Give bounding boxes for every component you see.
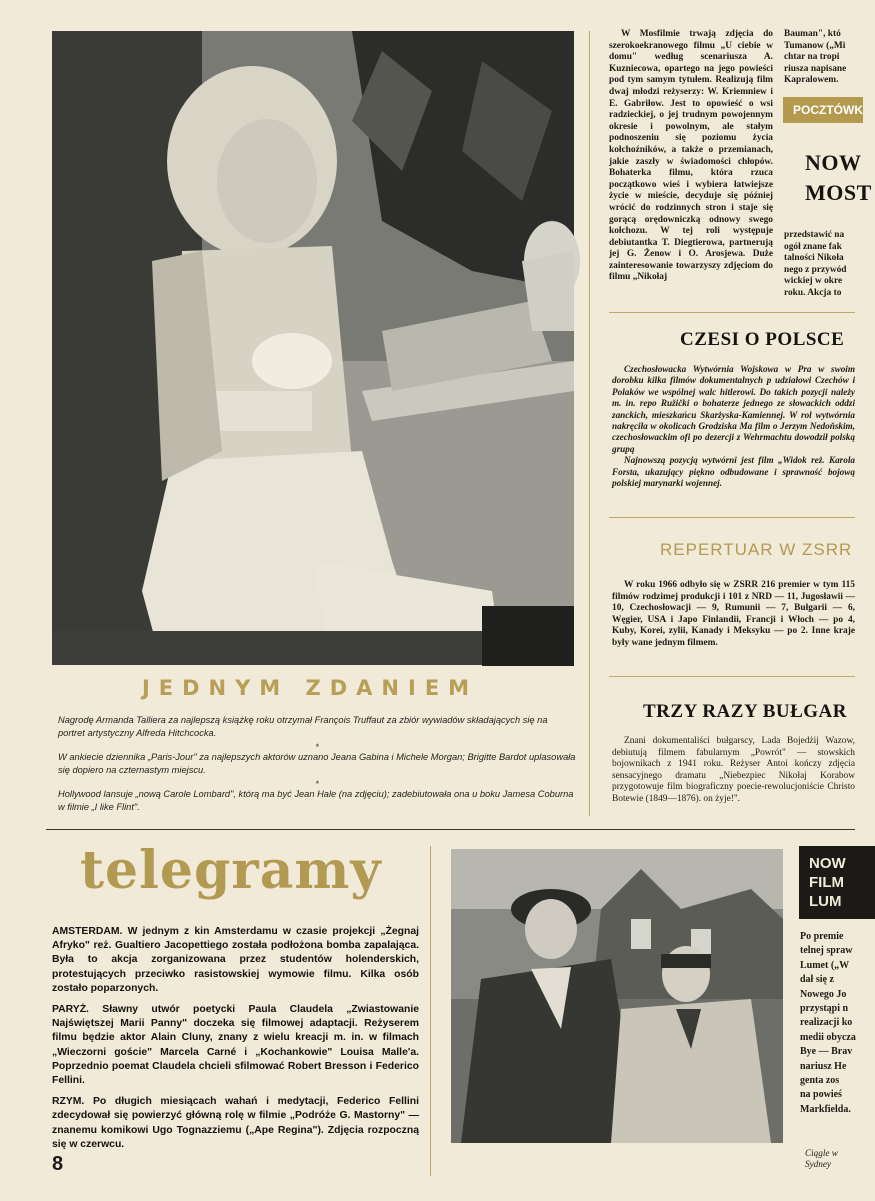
caption-line: Ciągle w xyxy=(805,1148,838,1158)
telegram-paryz: PARYŻ. Sławny utwór poetycki Paula Claudela „Zwiastowanie Najświętszej Marii Panny" doczeka się filmowej adaptacji. Reżyserem filmu będzie aktor Alain Cluny, znany z wielu kreacji m. in. w filmach „Wieczorni goście" Marcela Carné i „Kochankowie" Louisa Malle'a. Poprzednio poemat Claudela chcieli sfilmować Robert Bresson i Federico Fellini. xyxy=(52,1004,419,1087)
trzy-razy-heading: TRZY RAZY BUŁGAR xyxy=(643,701,848,722)
czesi-heading: CZESI O POLSCE xyxy=(680,329,845,350)
br-line: Lumet („W xyxy=(800,959,850,971)
right-line: Bauman", któ xyxy=(784,29,841,39)
br-line: Markfielda. xyxy=(800,1103,851,1115)
right-line: Tumanow („Mi xyxy=(784,40,846,51)
page-number: 8 xyxy=(52,1153,64,1175)
two-men-photo xyxy=(451,849,783,1143)
nowy-line: wickiej w okre xyxy=(784,276,843,287)
page-divider xyxy=(46,829,855,830)
br-line: przystąpi n xyxy=(800,1003,849,1015)
right-partial-column xyxy=(784,29,855,87)
box-line: NOW xyxy=(809,855,846,872)
two-men-photo-graphic xyxy=(451,849,783,1143)
telegramy-title: telegramy xyxy=(80,840,382,901)
jz-item-1: Nagrodę Armanda Talliera za najlepszą książkę roku otrzymał François Truffaut za zbiór wywiadów składających się na portret artystyczny Alfreda Hitchcocka. xyxy=(58,715,548,738)
box-line: LUM xyxy=(809,893,842,910)
repertuar-article xyxy=(612,580,855,656)
czesi-paragraph: Czechosłowacka Wytwórnia Wojskowa w Pra w swoim dorobku kilka filmów dokumentalnych p udziałowi Czechów i Polaków we wspólnej walc hitlerowi. Do takich pozycji należy m. in. repo Ružički o bohaterze jednego ze słowackich oddzi zanckich, mieszkańcu Skarżyska-Kamiennej. W rol wytwórnia nakręciła w okolicach Grodziska Ma film o Jerzym Nedoňskim, czechosłowackim ofi po dezercji z Wehrmachtu dowodził polską grupą xyxy=(612,364,855,454)
caption-line: Sydney xyxy=(805,1159,832,1170)
jz-item-2: W ankiecie dziennika „Paris-Jour" za najlepszych aktorów uznano Jeana Gabina i Michele Morgan; Brigitte Bardot uplasowała się dopiero na czternastym miejscu. xyxy=(58,752,576,775)
jz-item-3: Hollywood lansuje „nową Carole Lombard", którą ma być Jean Hale (na zdjęciu); zadebiutowała ona u boku Jamesa Coburna w filmie „I like Flint". xyxy=(58,789,574,812)
br-line: genta zos xyxy=(800,1075,840,1087)
telegramy-body xyxy=(52,925,419,1159)
nowy-line: przedstawić na xyxy=(784,230,845,240)
br-line: Nowego Jo xyxy=(800,988,847,1000)
right-line: riusza napisane xyxy=(784,63,847,74)
br-line: dał się z xyxy=(800,974,834,986)
bottom-right-caption xyxy=(805,1148,855,1171)
trzy-razy-article xyxy=(612,736,855,816)
nowy-most-heading xyxy=(805,148,872,208)
nowy-heading-line: NOW xyxy=(805,150,862,175)
mosfilm-article xyxy=(609,29,773,284)
right-line: chtar na tropi xyxy=(784,52,840,63)
nowy-most-text xyxy=(784,230,855,300)
trzy-razy-text: Znani dokumentaliści bułgarscy, Lada Bojedżij Wazow, debiutują filmem fabularnym „Powrót" — stowskich bojownikach z 1941 roku. Reżyser Antoi kończy zdjęcia sensacyjnego dramatu „Niebezpiec Nikołaj Korabow przygotowuje film biograficzny poecie-rewolucjoniście Christo Botewie (1849—1876). on żyje!". xyxy=(612,736,855,804)
nowy-line: ogół znane fak xyxy=(784,241,842,252)
mosfilm-text: W Mosfilmie trwają zdjęcia do szerokoekranowego filmu „U ciebie w domu" według scenariusza A. Kuzniecowa, opartego na jego powieści pod tym samym tytułem. Realizują film dwaj młodzi reżyserzy: W. Kriemniew i E. Gabriłow. Jest to opowieść o wsi radzieckiej, o jej trudnym powojennym okresie i powolnym, ale stałym podnoszeniu się poziomu życia kołchoźników, a także o przemianach, jakie zaszły w świadomości chłopów. Bohaterka filmu, która rzuca początkowo wieś i wybiera łatwiejsze życie w mieście, decyduje się później wrócić do rodzinnych stron i staje się gorącą orędowniczką odnowy swego kołchozu. W tej roli występuje debiutantka T. Diegtierowa, partnerują jej G. Żenow i O. Arosjewa. Duże zainteresowanie towarzyszy zdjęciom do filmu „Nikołaj xyxy=(609,29,773,283)
br-line: Bye — Brav xyxy=(800,1046,853,1058)
column-divider-lower xyxy=(430,846,431,1176)
czesi-article xyxy=(612,364,855,496)
nowy-line: nego z przywód xyxy=(784,264,847,275)
repertuar-text: W roku 1966 odbyło się w ZSRR 216 premier w tym 115 filmów rodzimej produkcji i 101 z NRD — 11, Jugosławii — 10, Czechosłowacji — 9, Rumunii — 7, Bułgarii — 6, Węgier, USA i Japo Finlandii, Francji i Włoch — po 4, Kuby, Korei, zylii, Kanady i Meksyku — po 2. Inne kraje były wane jednym filmem. xyxy=(612,580,855,648)
br-line: Po premie xyxy=(800,931,844,942)
nowy-heading-line: MOST xyxy=(805,180,872,205)
section-rule xyxy=(609,676,855,677)
right-line: Kapralowem. xyxy=(784,75,839,86)
nowy-line: roku. Akcja to xyxy=(784,287,842,298)
jednym-zdaniem-title: JEDNYM ZDANIEM xyxy=(141,676,479,700)
jz-separator: * xyxy=(315,779,319,789)
telegram-rzym: RZYM. Po długich miesiącach wahań i medytacji, Federico Fellini zdecydował się powierzyć główną rolę w filmie „Podróże G. Mastorny" — znanemu komikowi Ugo Tognazziemu („Ape Regina"). Zdjęcia rozpoczną się w czerwcu. xyxy=(52,1096,419,1150)
section-rule xyxy=(609,312,855,313)
pocztowka-label: POCZTÓWK xyxy=(783,97,863,123)
br-line: telnej spraw xyxy=(800,945,853,957)
jednym-zdaniem-body xyxy=(58,714,576,817)
czesi-paragraph: Najnowszą pozycją wytwórni jest film „Widok reż. Karola Forsta, ukazujący piękno odbudowane i sprawność bojową polskiej marynarki wojennej. xyxy=(612,455,855,489)
br-line: realizacji ko xyxy=(800,1017,853,1029)
telegram-amsterdam: AMSTERDAM. W jednym z kin Amsterdamu w czasie projekcji „Żegnaj Afryko" reż. Gualtiero Jacopettiego została podłożona bomba zapalająca. Była to akcja zorganizowana przez studentów holenderskich, protestujących przeciwko rasistowskiej wymowie filmu. Kilka osób zostało poparzonych. xyxy=(52,926,419,994)
main-photo-graphic xyxy=(52,31,574,665)
nowy-film-lumeta-label xyxy=(799,846,875,919)
nowy-line: talności Nikoła xyxy=(784,253,844,264)
main-photo xyxy=(52,31,574,665)
br-line: na powieś xyxy=(800,1089,842,1101)
column-divider xyxy=(589,31,590,816)
bottom-right-text xyxy=(800,930,855,1117)
jz-separator: * xyxy=(315,742,319,752)
repertuar-heading: REPERTUAR W ZSRR xyxy=(660,540,853,559)
box-line: FILM xyxy=(809,874,844,891)
br-line: medii obycza xyxy=(800,1031,856,1043)
br-line: nariusz He xyxy=(800,1060,847,1072)
section-rule xyxy=(609,517,855,518)
